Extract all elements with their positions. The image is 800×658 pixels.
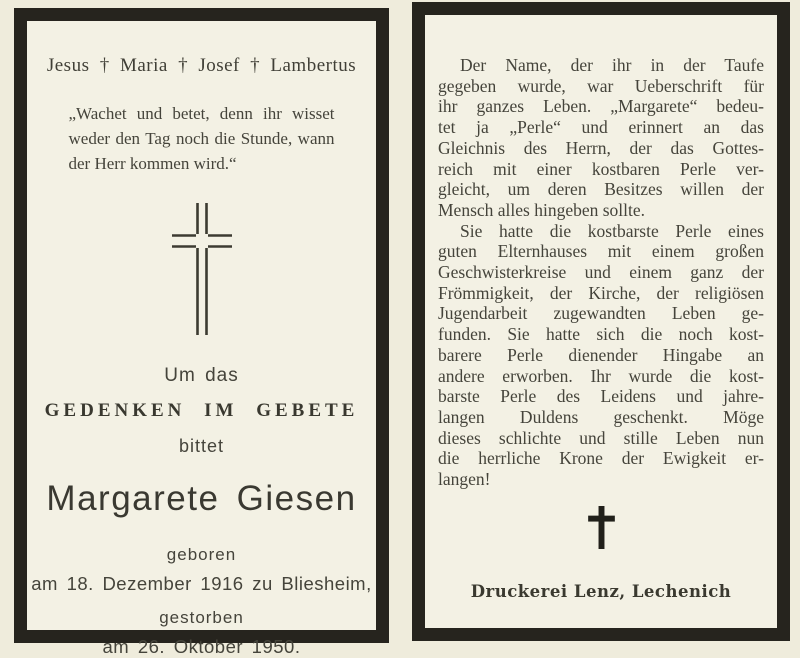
text-line: reich mit einer kostbaren Perle ver- [438,158,764,179]
text-line: dieses schlichte und stille Leben nun [438,427,764,448]
text-line: Mensch alles hingeben sollte. [438,199,646,220]
solid-cross-icon [438,506,764,554]
text-line: andere erworben. Ihr wurde die kost- [438,365,764,386]
text-line: Gleichnis des Herrn, der das Gottes- [438,137,764,158]
text-line: gegeben wurde, war Ueberschrift für [438,75,764,96]
text-line: funden. Sie hatte sich die noch kost- [438,324,764,345]
outline-cross-icon [27,200,376,343]
request-verb: bittet [178,436,225,456]
card-left-panel [14,8,389,657]
death-label: gestorben [159,608,244,627]
text-line: Sie hatte die kostbarste Perle eines [460,220,764,241]
text-line: weder den Tag noch die Stunde, wann [68,129,335,148]
eulogy-paragraph-2 [438,221,764,490]
text-line: die herrliche Krone der Ewigkeit er- [438,448,764,469]
right-panel-content [425,15,777,601]
text-line: gleicht, um deren Besitzes willen der [438,179,764,200]
text-line: tet ja „Perle“ und erinnert an das [438,117,764,138]
text-line: „Wachet und betet, denn ihr wisset [68,104,335,123]
eulogy-text [438,55,764,490]
text-line: ihr ganzes Leben. „Margarete“ bedeu- [438,96,764,117]
left-panel-content [27,21,376,658]
remembrance-heading: GEDENKEN IM GEBETE [44,400,359,421]
printer-credit: Druckerei Lenz, Lechenich [470,581,732,601]
text-line: guten Elternhauses mit einem großen [438,241,764,262]
eulogy-paragraph-1 [438,55,764,221]
birth-date-place: am 18. Dezember 1916 zu Bliesheim, [31,573,372,594]
text-line: Jugendarbeit zugewandten Leben ge- [438,303,764,324]
text-line: Frömmigkeit, der Kirche, der religiösen [438,282,764,303]
text-line: langen! [438,469,491,490]
saints-invocation: Jesus † Maria † Josef † Lambertus [46,55,357,76]
birth-label: geboren [166,545,237,564]
request-intro: Um das [164,365,239,386]
text-line: Der Name, der ihr in der Taufe [460,55,764,75]
text-line: barere Perle dienender Hingabe an [438,344,764,365]
text-line: barste Perle des Leidens und jahre- [438,386,764,407]
text-line: langen Duldens geschenkt. Möge [438,406,764,427]
scripture-quote [69,101,335,176]
deceased-name: Margarete Giesen [46,479,357,518]
text-line: Geschwisterkreise und einem ganz der [438,262,764,283]
death-date: am 26. Oktober 1950. [102,636,301,657]
card-right-panel [412,2,790,641]
text-line: der Herr kommen wird.“ [68,154,237,173]
